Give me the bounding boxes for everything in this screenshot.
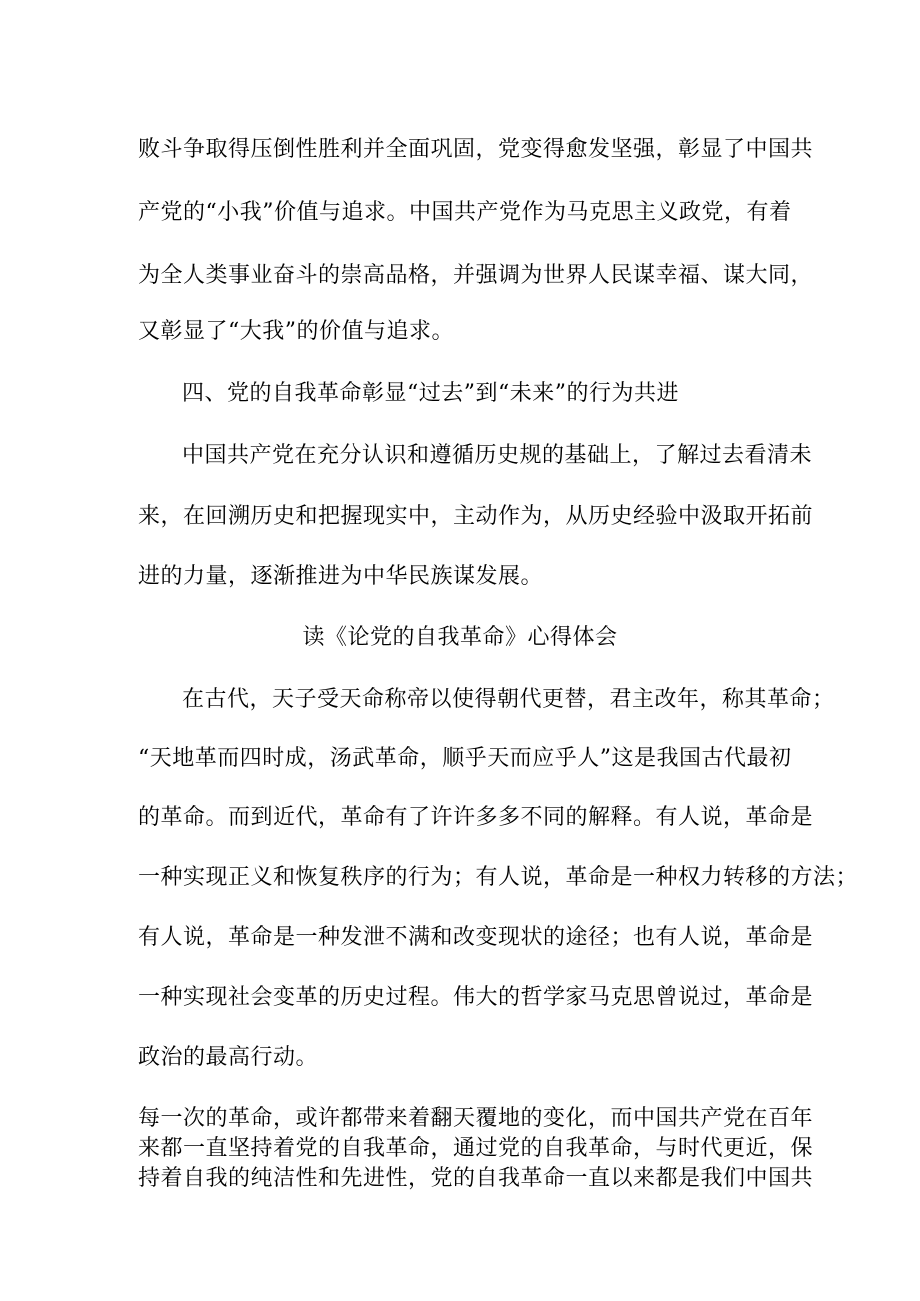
paragraph-1-line-2: 产党的“小我”价值与追求。中国共产党作为马克思主义政党，有着 — [138, 200, 792, 225]
paragraph-2-line-3: 进的力量，逐渐推进为中华民族谋发展。 — [138, 564, 544, 589]
paragraph-2-line-2: 来，在回溯历史和把握现实中，主动作为，从历史经验中汲取开拓前 — [138, 504, 814, 529]
paragraph-3-line-2: “天地革而四时成，汤武革命，顺乎天而应乎人”这是我国古代最初 — [138, 746, 792, 771]
paragraph-3-line-4: 一种实现正义和恢复秩序的行为；有人说，革命是一种权力转移的方法； — [138, 865, 859, 890]
paragraph-1-line-4: 又彰显了“大我”的价值与追求。 — [138, 319, 454, 344]
article-title: 读《论党的自我革命》心得体会 — [302, 625, 618, 650]
paragraph-4-line-1: 每一次的革命，或许都带来着翻天覆地的变化，而中国共产党在百年 — [138, 1106, 814, 1131]
paragraph-2-line-1: 中国共产党在充分认识和遵循历史规的基础上，了解过去看清未 — [182, 443, 813, 468]
paragraph-1-line-3: 为全人类事业奋斗的崇高品格，并强调为世界人民谋幸福、谋大同， — [138, 263, 814, 288]
paragraph-4-line-2: 来都一直坚持着党的自我革命，通过党的自我革命，与时代更近，保 — [138, 1136, 814, 1161]
paragraph-3-line-3: 的革命。而到近代，革命有了许许多多不同的解释。有人说，革命是 — [138, 805, 814, 830]
section-heading-4: 四、党的自我革命彰显“过去”到“未来”的行为共进 — [182, 381, 679, 406]
paragraph-3-line-1: 在古代，天子受天命称帝以使得朝代更替，君主改年，称其革命； — [182, 687, 835, 712]
paragraph-4-line-3: 持着自我的纯洁性和先进性，党的自我革命一直以来都是我们中国共 — [138, 1166, 814, 1191]
paragraph-3-line-7: 政治的最高行动。 — [138, 1045, 319, 1070]
paragraph-3-line-6: 一种实现社会变革的历史过程。伟大的哲学家马克思曾说过，革命是 — [138, 985, 814, 1010]
paragraph-1-line-1: 败斗争取得压倒性胜利并全面巩固，党变得愈发坚强，彰显了中国共 — [138, 137, 814, 162]
paragraph-3-line-5: 有人说，革命是一种发泄不满和改变现状的途径；也有人说，革命是 — [138, 925, 814, 950]
